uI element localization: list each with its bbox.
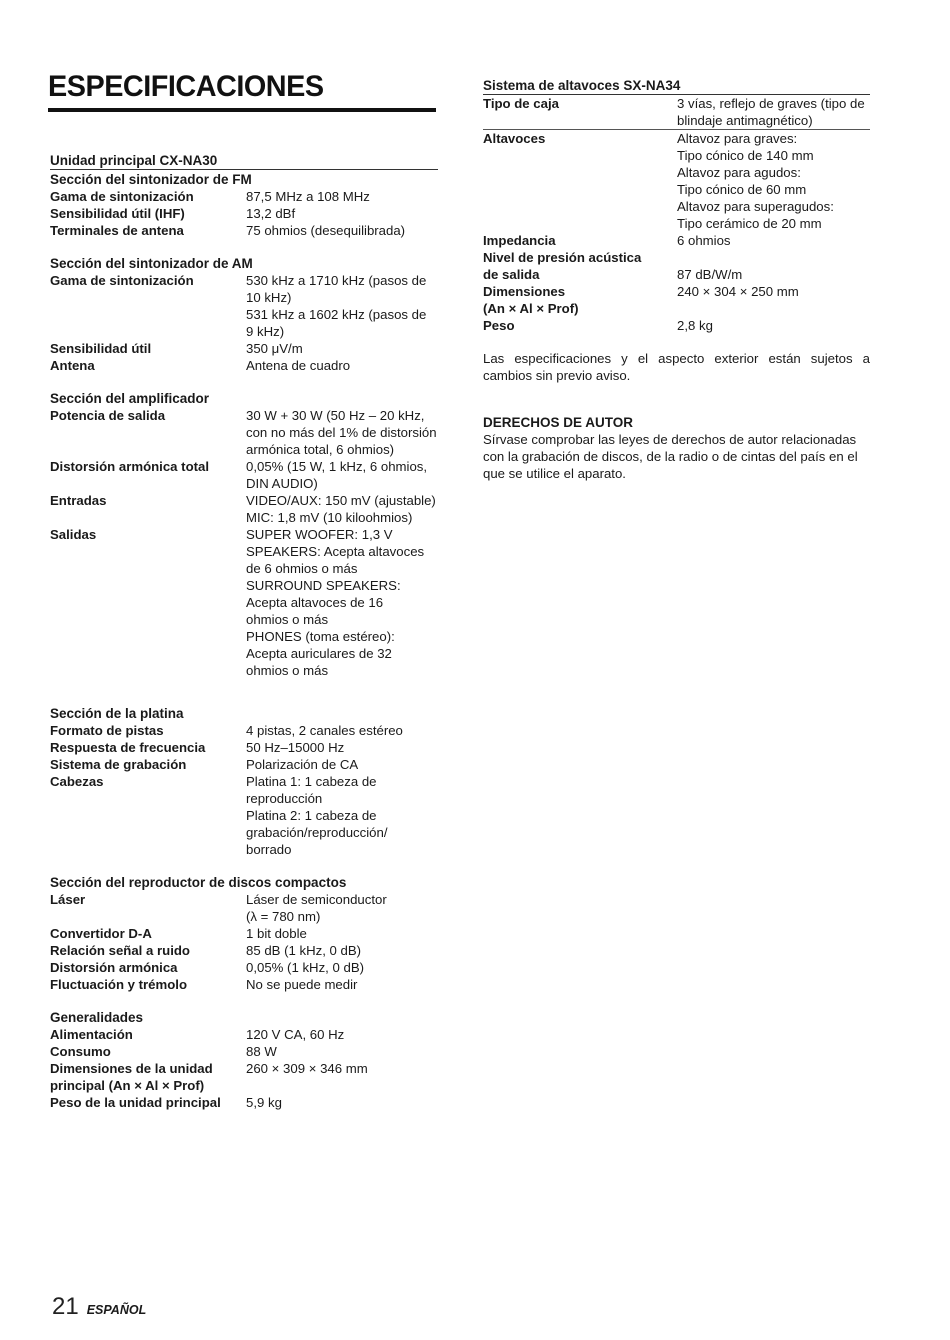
spec-label: Láser <box>50 892 86 907</box>
spec-row <box>483 283 870 317</box>
spec-value: 5,9 kg <box>246 1095 282 1110</box>
spec-value: 530 kHz a 1710 kHz (pasos de 10 kHz) 531 kHz a 1602 kHz (pasos de 9 kHz) <box>246 273 427 339</box>
spec-row <box>483 232 870 249</box>
spec-label: Terminales de antena <box>50 223 184 238</box>
spec-row <box>50 1094 438 1111</box>
spec-row <box>50 959 438 976</box>
spec-label: Formato de pistas <box>50 723 164 738</box>
main-unit-specs <box>50 152 438 1127</box>
spec-row <box>50 739 438 756</box>
spec-row <box>50 205 438 222</box>
spec-value: 85 dB (1 kHz, 0 dB) <box>246 943 362 958</box>
amplifier-section <box>50 390 438 679</box>
page-number: 21 <box>52 1293 79 1320</box>
speaker-system-specs <box>483 77 870 482</box>
spec-row <box>50 925 438 942</box>
spec-value: VIDEO/AUX: 150 mV (ajustable) MIC: 1,8 mV (10 kiloohmios) <box>246 493 436 525</box>
spec-value: 0,05% (1 kHz, 0 dB) <box>246 960 365 975</box>
spec-label: Dimensiones (An × Al × Prof) <box>483 284 579 316</box>
spec-row <box>50 942 438 959</box>
spec-row <box>50 722 438 739</box>
spec-value: 240 × 304 × 250 mm <box>677 284 799 299</box>
spec-row <box>50 340 438 357</box>
spec-row <box>50 1026 438 1043</box>
spec-value: 87 dB/W/m <box>677 267 743 282</box>
spec-label: Sensibilidad útil (IHF) <box>50 206 185 221</box>
spec-row <box>50 526 438 679</box>
spec-label: Distorsión armónica total <box>50 459 210 474</box>
spec-label: Gama de sintonización <box>50 273 194 288</box>
spec-value: 4 pistas, 2 canales estéreo <box>246 723 403 738</box>
fm-tuner-section <box>50 171 438 239</box>
title-rule <box>48 108 436 112</box>
spec-row <box>50 1060 438 1094</box>
spec-row <box>50 272 438 340</box>
general-section <box>50 1009 438 1111</box>
spec-label: Cabezas <box>50 774 104 789</box>
spec-value: 30 W + 30 W (50 Hz – 20 kHz, con no más del 1% de distorsión armónica total, 6 ohmios) <box>246 408 437 457</box>
spec-label: Alimentación <box>50 1027 133 1042</box>
spec-label: Fluctuación y trémolo <box>50 977 188 992</box>
section-title: Sección del reproductor de discos compactos <box>50 875 347 890</box>
deck-section <box>50 705 438 858</box>
spec-label: Distorsión armónica <box>50 960 178 975</box>
page-title: ESPECIFICACIONES <box>48 70 324 103</box>
spec-row <box>50 407 438 458</box>
spec-value: 75 ohmios (desequilibrada) <box>246 223 406 238</box>
spec-label: Peso de la unidad principal <box>50 1095 221 1110</box>
spec-value: Altavoz para graves: Tipo cónico de 140 mm Altavoz para agudos: Tipo cónico de 60 mm Altavoz para superagudos: Tipo cerámico de 20 mm <box>677 131 834 231</box>
spec-row <box>483 130 870 232</box>
section-title: Sección del amplificador <box>50 391 210 406</box>
copyright-title: DERECHOS DE AUTOR <box>483 415 634 430</box>
spec-row <box>483 95 870 130</box>
spec-value: 3 vías, reflejo de graves (tipo de blindaje antimagnético) <box>677 96 865 128</box>
spec-value: Polarización de CA <box>246 757 359 772</box>
spec-label: Potencia de salida <box>50 408 166 423</box>
spec-value: 88 W <box>246 1044 277 1059</box>
spec-row <box>50 492 438 526</box>
spec-label: Tipo de caja <box>483 96 559 111</box>
spec-value: 260 × 309 × 346 mm <box>246 1061 368 1076</box>
spec-row <box>483 249 870 283</box>
spec-label: Relación señal a ruido <box>50 943 190 958</box>
spec-label: Sistema de grabación <box>50 757 187 772</box>
spec-value: 1 bit doble <box>246 926 307 941</box>
spec-value: 50 Hz–15000 Hz <box>246 740 345 755</box>
spec-row <box>50 976 438 993</box>
spec-label: Impedancia <box>483 233 556 248</box>
language-label: ESPAÑOL <box>86 1303 147 1317</box>
spec-label: Entradas <box>50 493 107 508</box>
spec-row <box>50 188 438 205</box>
spec-label: Altavoces <box>483 131 546 146</box>
spec-value: No se puede medir <box>246 977 358 992</box>
spec-row <box>50 458 438 492</box>
spec-value: 0,05% (15 W, 1 kHz, 6 ohmios, DIN AUDIO) <box>246 459 428 491</box>
spec-row <box>50 756 438 773</box>
spec-label: Peso <box>483 318 515 333</box>
section-title: Sección del sintonizador de FM <box>50 172 252 187</box>
spec-value: Platina 1: 1 cabeza de reproducción Platina 2: 1 cabeza de grabación/reproducción/ borrado <box>246 774 388 857</box>
copyright-paragraph: Sírvase comprobar las leyes de derechos de autor relacionadas con la grabación de discos, de la radio o de cintas del país en el que se utilice el aparato. <box>483 432 858 481</box>
spec-value: 2,8 kg <box>677 318 713 333</box>
main-unit-title: Unidad principal CX-NA30 <box>50 152 438 170</box>
spec-value: 350 μV/m <box>246 341 303 356</box>
speaker-unit-title: Sistema de altavoces SX-NA34 <box>483 77 870 95</box>
spec-row <box>483 317 870 334</box>
spec-value: 13,2 dBf <box>246 206 296 221</box>
spec-label: Respuesta de frecuencia <box>50 740 206 755</box>
section-title: Generalidades <box>50 1010 144 1025</box>
spec-label: Convertidor D-A <box>50 926 152 941</box>
notice-paragraph: Las especificaciones y el aspecto exterior están sujetos a cambios sin previo aviso. <box>483 351 870 383</box>
spec-value: 6 ohmios <box>677 233 731 248</box>
spec-label: Nivel de presión acústica de salida <box>483 250 642 282</box>
spec-label: Salidas <box>50 527 97 542</box>
spec-label: Dimensiones de la unidad principal (An × Al × Prof) <box>50 1061 213 1093</box>
spec-label: Antena <box>50 358 95 373</box>
am-tuner-section <box>50 255 438 374</box>
spec-row <box>50 1043 438 1060</box>
spec-value: SUPER WOOFER: 1,3 V SPEAKERS: Acepta altavoces de 6 ohmios o más SURROUND SPEAKERS: Acepta altavoces de 16 ohmios o más PHONES (toma estéreo): Acepta auriculares de 32 ohmios o más <box>246 527 425 678</box>
page-footer <box>52 1293 146 1321</box>
spec-value: Láser de semiconductor (λ = 780 nm) <box>246 892 387 924</box>
section-title: Sección del sintonizador de AM <box>50 256 253 271</box>
spec-label: Sensibilidad útil <box>50 341 152 356</box>
spec-value: 87,5 MHz a 108 MHz <box>246 189 370 204</box>
spec-row <box>50 891 438 925</box>
spec-value: 120 V CA, 60 Hz <box>246 1027 345 1042</box>
section-title: Sección de la platina <box>50 706 184 721</box>
spec-label: Gama de sintonización <box>50 189 194 204</box>
spec-row <box>50 222 438 239</box>
spec-row <box>50 773 438 858</box>
spec-row <box>50 357 438 374</box>
spec-value: Antena de cuadro <box>246 358 351 373</box>
spec-label: Consumo <box>50 1044 111 1059</box>
cd-player-section <box>50 874 438 993</box>
